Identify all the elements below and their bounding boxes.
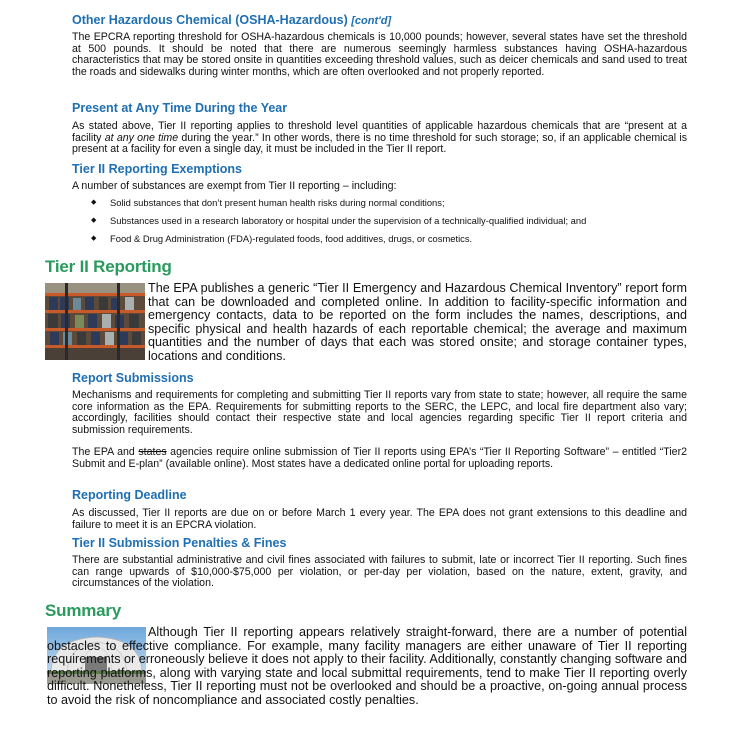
heading-suffix: [cont'd]: [351, 15, 392, 27]
text-run: As stated above, Tier II reporting applies to threshold level quantities of applicable hazardous chemicals that are “present at a facility: [72, 120, 687, 144]
heading-present-any-time: Present at Any Time During the Year: [72, 101, 288, 115]
text-run: during the year.” In other words, there is no time threshold for such storage; so, if an applicable chemical is present at a facility for even a single day, it must be included in the Tier II report.: [72, 131, 687, 156]
paragraph-submissions-online: [72, 447, 687, 470]
heading-text: Other Hazardous Chemical (OSHA-Hazardous): [72, 13, 348, 27]
list-item: ◆ Solid substances that don’t present human health risks during normal conditions;: [91, 197, 691, 215]
text-run: The EPA and: [72, 446, 139, 458]
paragraph-submissions-requirements: Mechanisms and requirements for completing and submitting Tier II reports vary from state to state; however, all require the same core information as the EPA. Requirements for submitting reports to the SERC, the LEPC, and local fire department also vary; accordingly, facilities should contact their respective state and local agencies regarding specific Tier II report criteria and submission requirements.: [72, 389, 687, 436]
exemptions-list: [91, 197, 691, 251]
paragraph-penalties: There are substantial administrative and civil fines associated with failures to submit, late or incorrect Tier II reporting. Such fines can range upwards of $10,000-$75,000 per violation, or per-day per violation, based on the nature, extent, gravity, and circumstances of the violation.: [72, 554, 687, 590]
struck-text-run: states: [138, 446, 167, 458]
paragraph-exemptions-intro: A number of substances are exempt from Tier II reporting – including:: [72, 180, 397, 192]
warehouse-shelving-photo: [45, 283, 145, 360]
list-item: ◆ Substances used in a research laboratory or hospital under the supervision of a technically-qualified individual; and: [91, 215, 691, 233]
paragraph-present-any-time: [72, 121, 687, 156]
paragraph-summary: Although Tier II reporting appears relatively straight-forward, there are a number of potential obstacles to effective compliance. For example, many facility managers are either unaware of Tier II reporting requirements or erroneously believe it does not apply to their facility. Additionally, constantly changing software and reporting platforms, along with varying state and local submittal requirements, tend to make Tier II reporting overly difficult. Nonetheless, Tier II reporting must not be overlooked and should be a proactive, on-going annual process to avoid the risk of noncompliance and associated costly penalties.: [47, 625, 687, 707]
paragraph-reporting-deadline: As discussed, Tier II reports are due on or before March 1 every year. The EPA does not grant extensions to this deadline and failure to meet it is an EPCRA violation.: [72, 507, 687, 531]
warehouse-shelving-image: [45, 283, 145, 360]
heading-report-submissions: Report Submissions: [72, 371, 194, 385]
heading-reporting-deadline: Reporting Deadline: [72, 488, 187, 502]
heading-summary: Summary: [45, 601, 122, 620]
heading-other-hazardous: [72, 13, 391, 29]
text-run: agencies require online submission of Tier II reports using EPA’s “Tier II Reporting Software” – entitled “Tier2 Submit and E-plan” (available online). Most states have a dedicated online portal for uploading reports.: [72, 446, 687, 470]
paragraph-tier2-reporting: The EPA publishes a generic “Tier II Emergency and Hazardous Chemical Inventory” report form that can be downloaded and completed online. In addition to facility-specific information and emergency contacts, data to be reported on the form includes the names, descriptions, and specific physical and health hazards of each reportable chemical; the average and maximum quantities and the number of days that each was stored onsite; and storage container types, locations and conditions.: [148, 281, 687, 363]
heading-exemptions: Tier II Reporting Exemptions: [72, 162, 242, 176]
paragraph-other-hazardous: The EPCRA reporting threshold for OSHA-hazardous chemicals is 10,000 pounds; however, several states have set the threshold at 500 pounds. It should be noted that there are numerous seemingly harmless substances having OSHA-hazardous characteristics that may be stored onsite in quantities exceeding threshold values, such as deicer chemicals and sand used to treat the roads and sidewalks during winter months, which are often overlooked and not properly reported.: [72, 31, 687, 78]
list-item: ◆ Food & Drug Administration (FDA)-regulated foods, food additives, drugs, or cosmetics.: [91, 233, 691, 251]
heading-penalties: Tier II Submission Penalties & Fines: [72, 536, 287, 550]
heading-tier2-reporting: Tier II Reporting: [45, 257, 172, 276]
italic-text-run: at any one time: [104, 131, 179, 144]
